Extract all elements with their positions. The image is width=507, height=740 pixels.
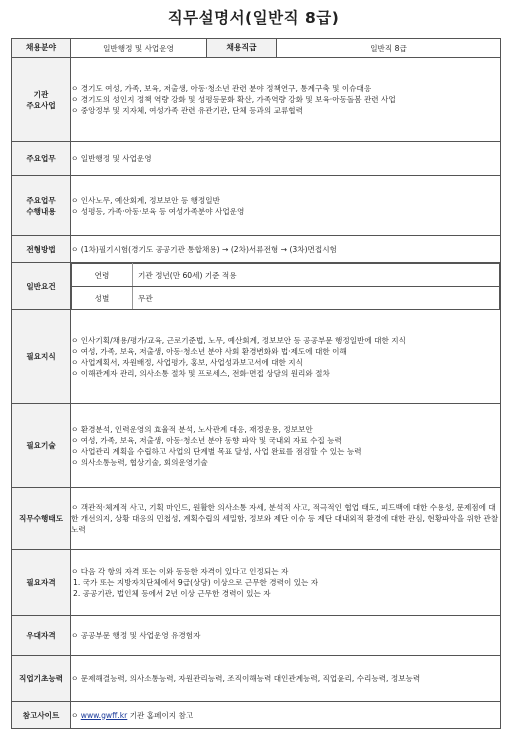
selection-row xyxy=(12,236,501,263)
institution-line: ㅇ 중앙정부 및 지자체, 여성가족 관련 유관기관, 단체 등과의 교류협력 xyxy=(71,106,303,115)
reference-prefix: ㅇ xyxy=(71,710,81,720)
preferred-line: ㅇ 공공부문 행정 및 사업운영 유경험자 xyxy=(71,631,201,640)
knowledge-line: ㅇ 이해관계자 관리, 의사소통 절차 및 프로세스, 전화·면접 상담의 원리와 절차 xyxy=(71,368,330,378)
skills-row xyxy=(12,404,501,488)
preferred-row xyxy=(12,616,501,656)
general-subtable xyxy=(71,263,500,309)
duty-content-line: ㅇ 성평등, 가족·아동·보육 등 여성가족분야 사업운영 xyxy=(71,206,245,216)
skills-label: 필요기술 xyxy=(12,404,71,488)
duty-content-row xyxy=(12,176,501,236)
knowledge-line: ㅇ 사업계획서, 자원배정, 사업평가, 홍보, 사업성과보고서에 대한 지식 xyxy=(71,357,303,367)
basic-ability-label: 직업기초능력 xyxy=(12,656,71,702)
attitude-row xyxy=(12,488,501,550)
grade-value: 일반직 8급 xyxy=(277,39,501,58)
grade-label: 채용직급 xyxy=(207,39,277,58)
main-duty-row xyxy=(12,142,501,176)
skills-content xyxy=(71,404,501,488)
qualification-label: 필요자격 xyxy=(12,550,71,616)
duty-content-content xyxy=(71,176,501,236)
institution-line: ㅇ 경기도 여성, 가족, 보육, 저출생, 아동·청소년 관련 분야 정책연구, 통계구축 및 이슈대응 xyxy=(71,84,372,93)
main-duty-line: ㅇ 일반행정 및 사업운영 xyxy=(71,154,152,163)
institution-content xyxy=(71,58,501,142)
general-item xyxy=(72,287,500,310)
basic-ability-row xyxy=(12,656,501,702)
knowledge-label: 필요지식 xyxy=(12,310,71,404)
preferred-content xyxy=(71,616,501,656)
selection-content xyxy=(71,236,501,263)
duty-content-line: ㅇ 인사노무, 예산회계, 정보보안 등 행정일반 xyxy=(71,195,220,205)
institution-line: ㅇ 경기도의 성인지 정책 역량 강화 및 성평등문화 확산, 가족역량 강화 및 보육·아동돌봄 관련 사업 xyxy=(71,95,396,104)
label-line: 주요업무 xyxy=(26,195,56,205)
institution-label xyxy=(12,58,71,142)
label-line: 수행내용 xyxy=(26,206,56,216)
general-label: 일반요건 xyxy=(12,263,71,310)
page-title: 직무설명서(일반직 8급) xyxy=(167,9,340,27)
label-line: 주요사업 xyxy=(26,100,56,110)
reference-suffix: 기관 홈페이지 참고 xyxy=(127,710,194,720)
qualification-line: ㅇ 다음 각 항의 자격 또는 이와 동등한 자격이 있다고 인정되는 자 xyxy=(71,567,289,576)
knowledge-content xyxy=(71,310,501,404)
gender-value: 무관 xyxy=(133,287,500,310)
age-value: 기관 정년(만 60세) 기준 적용 xyxy=(133,264,500,287)
general-item xyxy=(72,264,500,287)
qualification-line: 1. 국가 또는 지방자치단체에서 9급(상당) 이상으로 근무한 경력이 있는 자 xyxy=(73,578,319,587)
general-row xyxy=(12,263,501,310)
attitude-content: ㅇ 객관적·체계적 사고, 기획 마인드, 원활한 의사소통 자세, 분석적 사고, 적극적인 협업 태도, 피드백에 대한 수용성, 문제점에 대한 개선의지, 상황 대응의 민첩성, 계획수립의 세밀함, 정보와 제단 이슈 등 제단 대내외적 환경에 대한 관심, 현황파악을 위한 관찰노력 xyxy=(71,488,501,550)
reference-label: 참고사이트 xyxy=(12,702,71,729)
age-key: 연령 xyxy=(72,264,133,287)
knowledge-line: ㅇ 여성, 가족, 보육, 저출생, 아동·청소년 분야 사회 환경변화와 법·제도에 대한 이해 xyxy=(71,346,347,356)
qualification-line: 2. 공공기관, 법인체 등에서 2년 이상 근무한 경력이 있는 자 xyxy=(73,589,271,598)
homepage-link[interactable]: www.gwff.kr xyxy=(80,710,128,720)
institution-row xyxy=(12,58,501,142)
selection-line: ㅇ (1차)필기시험(경기도 공공기관 통합채용) → (2차)서류전형 → (3차)면접시험 xyxy=(71,244,337,254)
duty-content-label xyxy=(12,176,71,236)
label-line: 기관 xyxy=(33,89,49,99)
field-value: 일반행정 및 사업운영 xyxy=(71,39,207,58)
reference-content xyxy=(71,702,501,729)
attitude-label: 직무수행태도 xyxy=(12,488,71,550)
field-label: 채용분야 xyxy=(12,39,71,58)
skills-line: ㅇ 환경분석, 인력운영의 효율적 분석, 노사관계 대응, 재정운용, 정보보안 xyxy=(71,424,313,434)
selection-label: 전형방법 xyxy=(12,236,71,263)
gender-key: 성별 xyxy=(72,287,133,310)
skills-line: ㅇ 여성, 가족, 보육, 저출생, 아동·청소년 분야 동향 파악 및 국내외 자료 수집 능력 xyxy=(71,435,342,445)
skills-line: ㅇ 사업관리 계획을 수립하고 사업의 단계별 목표 달성, 사업 완료를 점검할 수 있는 능력 xyxy=(71,446,362,456)
knowledge-row xyxy=(12,310,501,404)
basic-ability-content: ㅇ 문제해결능력, 의사소통능력, 자원관리능력, 조직이해능력 대인관계능력, 직업윤리, 수리능력, 정보능력 xyxy=(71,656,501,702)
general-content xyxy=(71,263,501,310)
main-duty-content xyxy=(71,142,501,176)
qualification-row xyxy=(12,550,501,616)
qualification-content xyxy=(71,550,501,616)
skills-line: ㅇ 의사소통능력, 협상기술, 회의운영기술 xyxy=(71,457,208,467)
main-duty-label: 주요업무 xyxy=(12,142,71,176)
reference-row xyxy=(12,702,501,729)
header-row xyxy=(12,39,501,58)
knowledge-line: ㅇ 인사기획/채용/평가/교육, 근로기준법, 노무, 예산회계, 정보보안 등 공공부문 행정일반에 대한 지식 xyxy=(71,335,406,345)
preferred-label: 우대자격 xyxy=(12,616,71,656)
job-description-table xyxy=(11,38,501,729)
